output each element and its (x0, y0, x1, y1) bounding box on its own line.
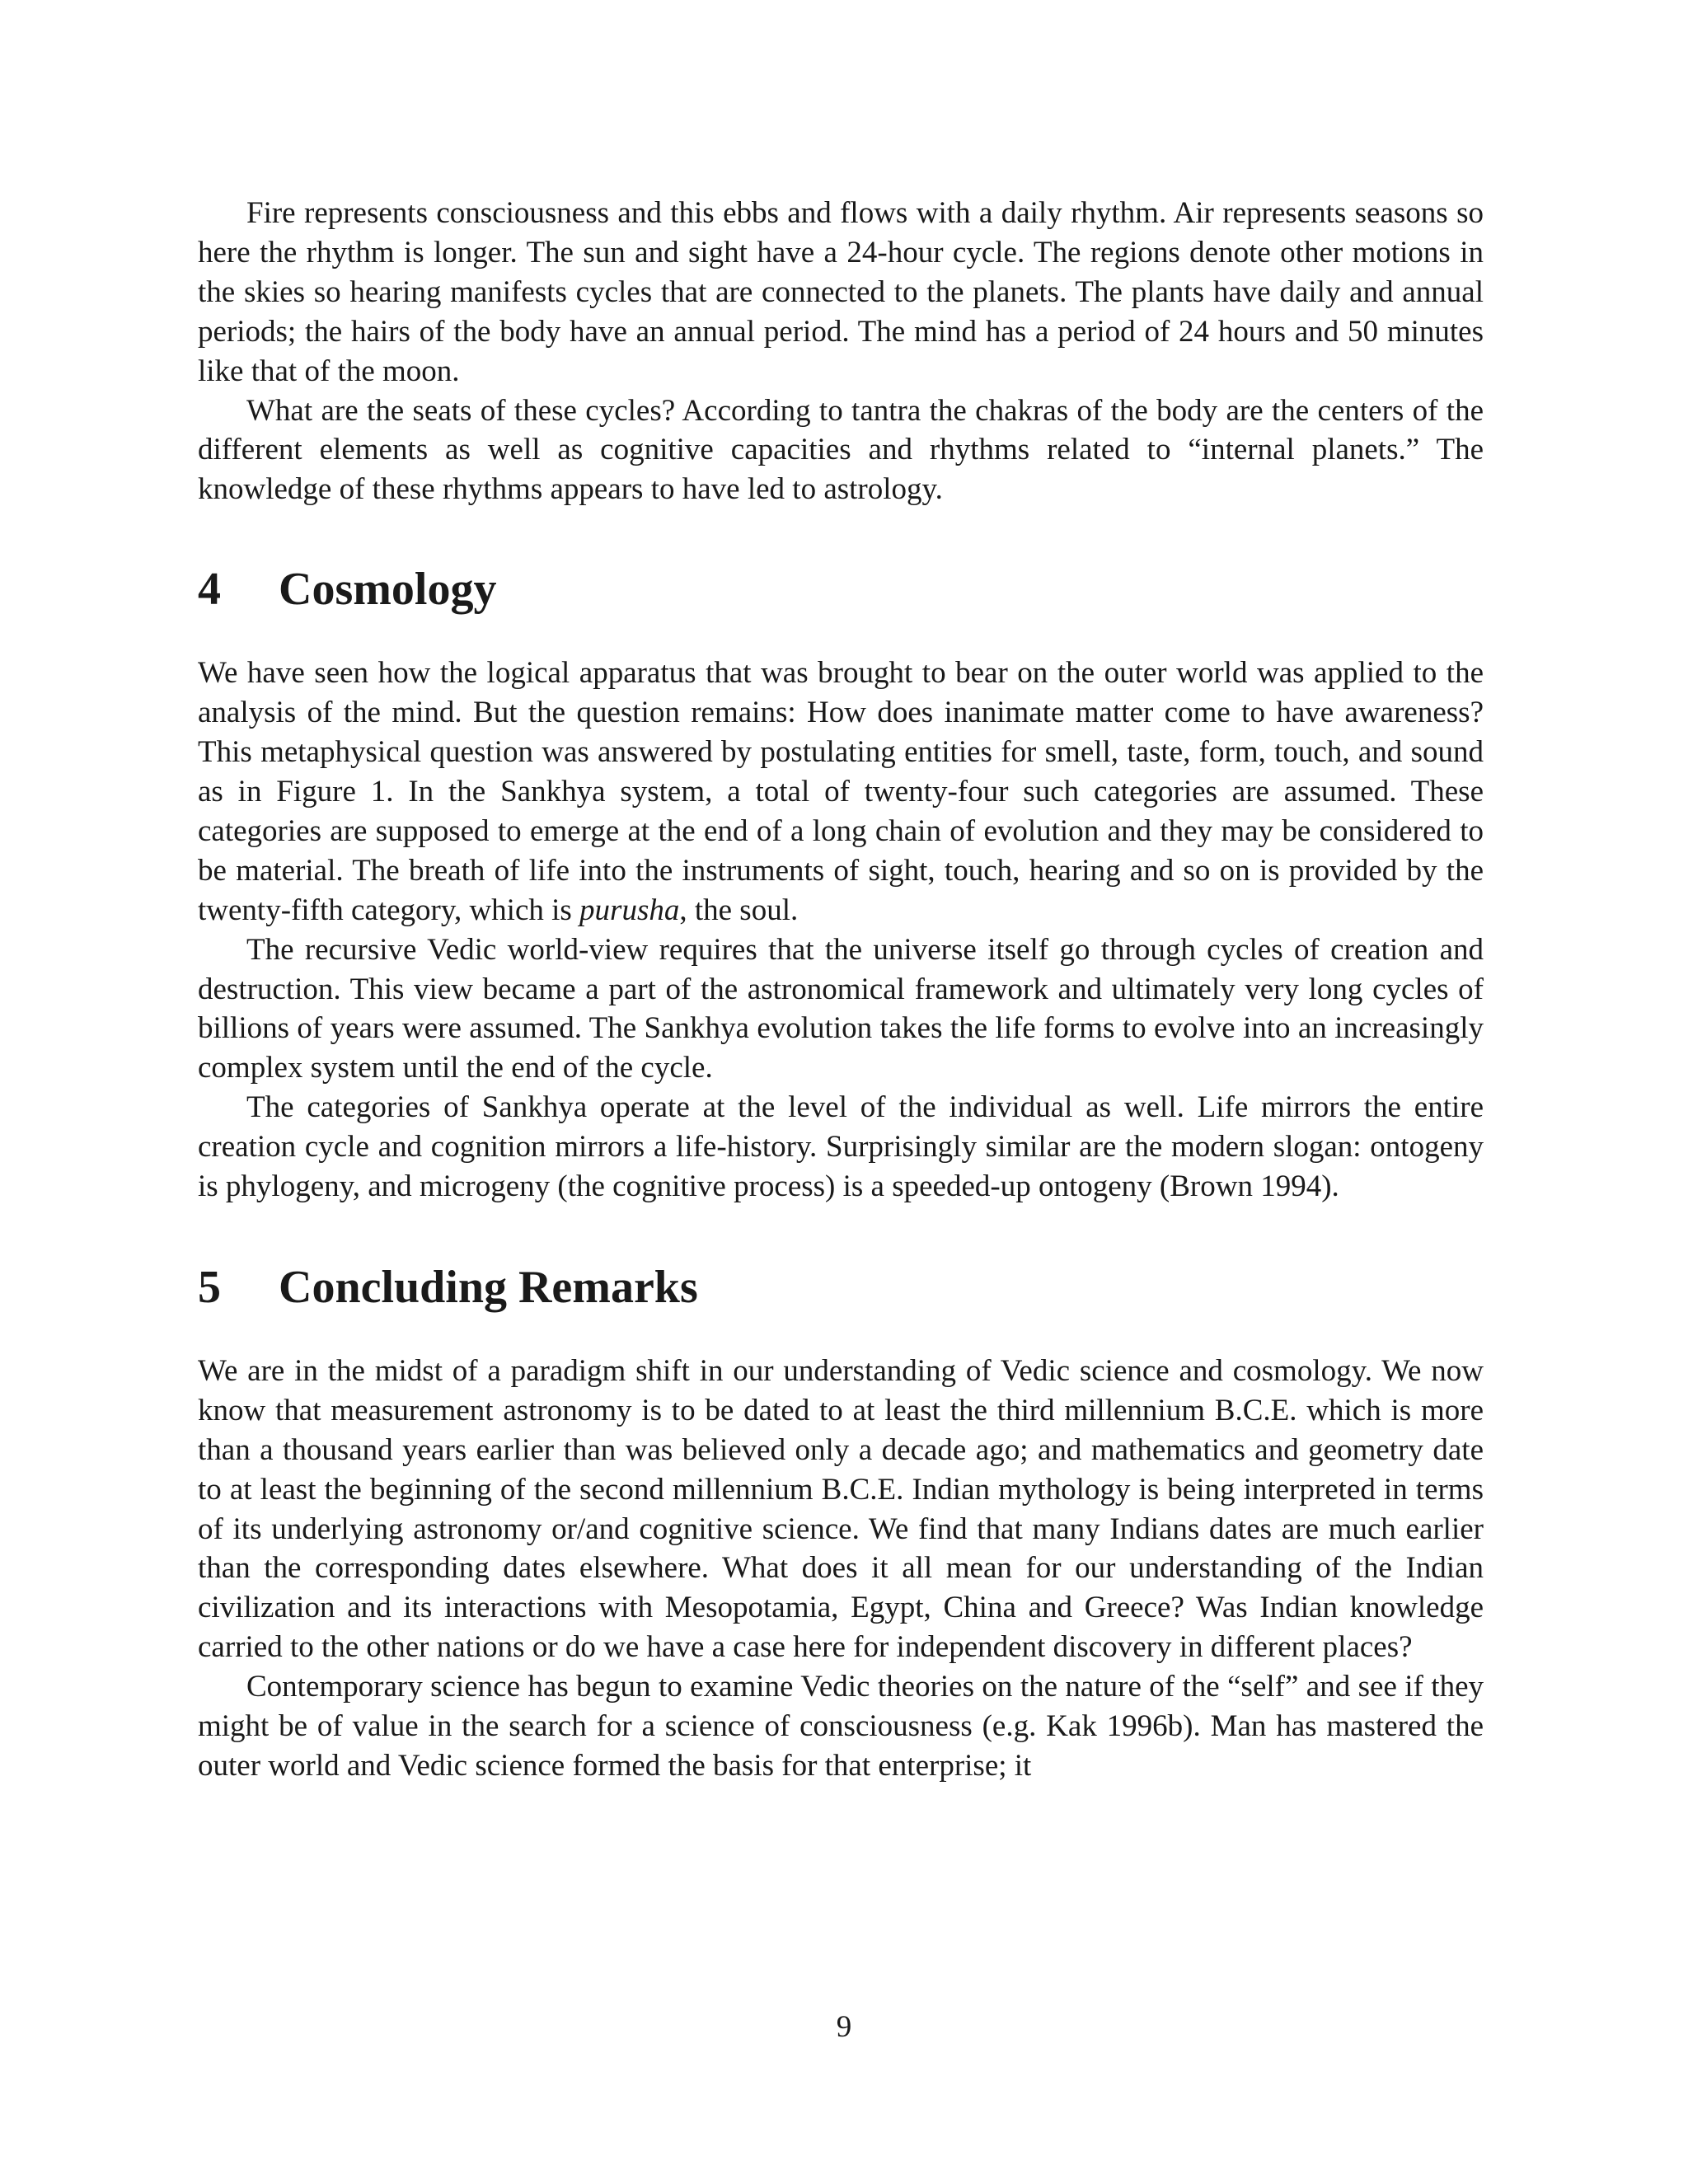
paragraph-rhythms: Fire represents consciousness and this ebbs and flows with a daily rhythm. Air represents seasons so here the rhythm is longer. The sun and sight have a 24-hour cycle. The regions denote other motions in the skies so hearing manifests cycles that are connected to the planets. The plants have daily and annual periods; the hairs of the body have an annual period. The mind has a period of 24 hours and 50 minutes like that of the moon. (198, 196, 1484, 388)
paragraph-recursive-worldview: The recursive Vedic world-view requires that the universe itself go through cycles of creation and destruction. This view became a part of the astronomical framework and ultimately very long cycles of billions of years were assumed. The Sankhya evolution takes the life forms to evolve into an increasingly complex system until the end of the cycle. (198, 932, 1484, 1085)
page-body (198, 194, 1484, 1786)
page-number: 9 (836, 2010, 852, 2044)
paragraph-sankhya-categories (198, 654, 1484, 930)
section-title: Concluding Remarks (279, 1261, 698, 1313)
section-title: Cosmology (279, 564, 497, 616)
paragraph-contemporary-science: Contemporary science has begun to examine Vedic theories on the nature of the “self” and see if they might be of value in the search for a science of consciousness (e.g. Kak 1996b). Man has mastered the outer world and Vedic science formed the basis for that enterprise; it (198, 1670, 1484, 1783)
paragraph-ontogeny: The categories of Sankhya operate at the level of the individual as well. Life mirrors the entire creation cycle and cognition mirrors a life-history. Surprisingly similar are the modern slogan: ontogeny is phylogeny, and microgeny (the cognitive process) is a speeded-up ontogeny (Brown 1994). (198, 1090, 1484, 1204)
text-run: , the soul. (679, 893, 799, 927)
section-number: 4 (198, 564, 221, 616)
section-heading-concluding-remarks (198, 1263, 1484, 1312)
text-run: We have seen how the logical apparatus that was brought to bear on the outer world was applied to the analysis of the mind. But the question remains: How does inanimate matter come to have awareness? This metaphysical question was answered by postulating entities for smell, taste, form, touch, and sound as in Figure 1. In the Sankhya system, a total of twenty-four such categories are assumed. These categories are supposed to emerge at the end of a long chain of evolution and they may be considered to be material. The breath of life into the instruments of sight, touch, hearing and so on is provided by the twenty-fifth category, which is (198, 656, 1484, 927)
italic-term-purusha: purusha (579, 893, 680, 927)
section-number: 5 (198, 1261, 221, 1313)
paragraph-cycle-seats: What are the seats of these cycles? According to tantra the chakras of the body are the centers of the different elements as well as cognitive capacities and rhythms related to “internal planets.” The knowledge of these rhythms appears to have led to astrology. (198, 393, 1484, 507)
paragraph-paradigm-shift: We are in the midst of a paradigm shift in our understanding of Vedic science and cosmology. We now know that measurement astronomy is to be dated to at least the third millennium B.C.E. which is more than a thousand years earlier than was believed only a decade ago; and mathematics and geometry date to at least the beginning of the second millennium B.C.E. Indian mythology is being interpreted in terms of its underlying astronomy or/and cognitive science. We find that many Indians dates are much earlier than the corresponding dates elsewhere. What does it all mean for our understanding of the Indian civilization and its interactions with Mesopotamia, Egypt, China and Greece? Was Indian knowledge carried to the other nations or do we have a case here for independent discovery in different places? (198, 1353, 1484, 1665)
section-heading-cosmology (198, 565, 1484, 614)
